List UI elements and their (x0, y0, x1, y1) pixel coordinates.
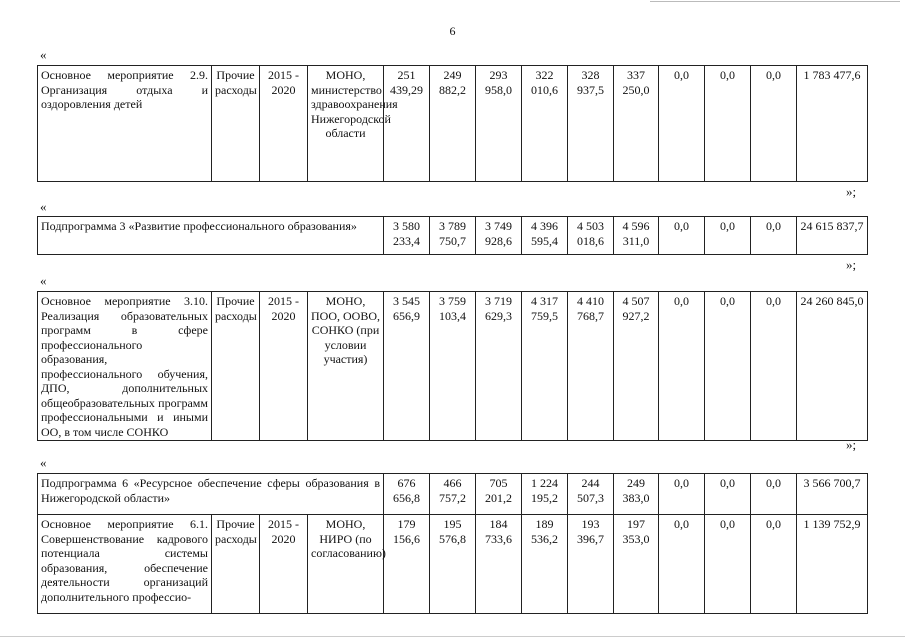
value-2020-cell: 4 596 311,0 (614, 217, 659, 255)
value-cell: 0,0 (705, 515, 751, 614)
value-cell: 0,0 (659, 474, 705, 515)
executor-cell: МОНО, министерство здравоохранения Нижегородской области (308, 66, 384, 182)
budget-table-block (37, 291, 868, 441)
value-cell: 0,0 (705, 217, 751, 255)
total-cell: 3 566 700,7 (797, 474, 868, 515)
value-2018-cell: 1 224 195,2 (522, 474, 568, 515)
table-row (38, 474, 868, 515)
value-cell: 0,0 (751, 292, 797, 441)
activity-name-cell: Основное мероприятие 6.1. Совершенствование кадрового потенциала системы образования, обеспечение деятельности организаций дополнительного профессио- (38, 515, 212, 614)
table-row (38, 66, 868, 182)
scan-artifact-line (650, 1, 900, 2)
value-2019-cell: 4 503 018,6 (568, 217, 614, 255)
value-cell: 0,0 (751, 217, 797, 255)
value-cell: 0,0 (659, 292, 705, 441)
value-cell: 0,0 (751, 66, 797, 182)
value-2018-cell: 322 010,6 (522, 66, 568, 182)
subprogram-name-cell: Подпрограмма 3 «Развитие профессионального образования» (38, 217, 384, 255)
value-2017-cell: 3 719 629,3 (476, 292, 522, 441)
value-2017-cell: 184 733,6 (476, 515, 522, 614)
value-cell: 0,0 (659, 515, 705, 614)
table-row (38, 217, 868, 255)
opening-quote: « (40, 199, 47, 214)
closing-quote: »; (846, 257, 857, 272)
budget-table-block (37, 473, 868, 614)
value-2015-cell: 676 656,8 (384, 474, 430, 515)
value-2018-cell: 4 317 759,5 (522, 292, 568, 441)
period-cell: 2015 - 2020 (260, 292, 308, 441)
opening-quote: « (40, 455, 47, 470)
value-2016-cell: 3 759 103,4 (430, 292, 476, 441)
value-2020-cell: 197 353,0 (614, 515, 659, 614)
subprogram-name-cell: Подпрограмма 6 «Ресурсное обеспечение сферы образования в Нижегородской области» (38, 474, 384, 515)
value-2020-cell: 337 250,0 (614, 66, 659, 182)
value-cell: 0,0 (659, 66, 705, 182)
activity-name-cell: Основное мероприятие 2.9. Организация отдыха и оздоровления детей (38, 66, 212, 182)
value-2015-cell: 179 156,6 (384, 515, 430, 614)
total-cell: 1 139 752,9 (797, 515, 868, 614)
value-2019-cell: 244 507,3 (568, 474, 614, 515)
table-row (38, 292, 868, 441)
table-row (38, 515, 868, 614)
activity-name-cell: Основное мероприятие 3.10. Реализация образовательных программ в сфере профессионального образования, профессионального обучения, ДПО, дополнительных общеобразовательных программ профессиональными и иными ОО, в том числе СОНКО (38, 292, 212, 441)
value-2019-cell: 193 396,7 (568, 515, 614, 614)
value-cell: 0,0 (705, 292, 751, 441)
opening-quote: « (40, 47, 47, 62)
value-2017-cell: 3 749 928,6 (476, 217, 522, 255)
value-2017-cell: 705 201,2 (476, 474, 522, 515)
opening-quote: « (40, 273, 47, 288)
page-number: 6 (449, 24, 456, 38)
value-2015-cell: 251 439,29 (384, 66, 430, 182)
value-2018-cell: 4 396 595,4 (522, 217, 568, 255)
budget-table-block (37, 65, 868, 182)
closing-quote: »; (846, 184, 857, 199)
value-2015-cell: 3 580 233,4 (384, 217, 430, 255)
value-cell: 0,0 (705, 66, 751, 182)
period-cell: 2015 - 2020 (260, 515, 308, 614)
executor-cell: МОНО, ПОО, ООВО, СОНКО (при условии участия) (308, 292, 384, 441)
value-2019-cell: 328 937,5 (568, 66, 614, 182)
value-cell: 0,0 (751, 474, 797, 515)
value-2019-cell: 4 410 768,7 (568, 292, 614, 441)
value-2017-cell: 293 958,0 (476, 66, 522, 182)
value-2015-cell: 3 545 656,9 (384, 292, 430, 441)
value-2016-cell: 3 789 750,7 (430, 217, 476, 255)
value-cell: 0,0 (659, 217, 705, 255)
period-cell: 2015 - 2020 (260, 66, 308, 182)
executor-cell: МОНО, НИРО (по согласованию) (308, 515, 384, 614)
total-cell: 24 615 837,7 (797, 217, 868, 255)
value-2020-cell: 249 383,0 (614, 474, 659, 515)
value-2018-cell: 189 536,2 (522, 515, 568, 614)
value-cell: 0,0 (705, 474, 751, 515)
value-2016-cell: 249 882,2 (430, 66, 476, 182)
expense-type-cell: Прочие расходы (212, 292, 260, 441)
closing-quote: »; (846, 437, 857, 452)
total-cell: 1 783 477,6 (797, 66, 868, 182)
value-2016-cell: 195 576,8 (430, 515, 476, 614)
budget-table-block (37, 216, 868, 255)
value-2020-cell: 4 507 927,2 (614, 292, 659, 441)
value-2016-cell: 466 757,2 (430, 474, 476, 515)
expense-type-cell: Прочие расходы (212, 515, 260, 614)
scan-artifact-line (0, 636, 905, 637)
value-cell: 0,0 (751, 515, 797, 614)
total-cell: 24 260 845,0 (797, 292, 868, 441)
expense-type-cell: Прочие расходы (212, 66, 260, 182)
